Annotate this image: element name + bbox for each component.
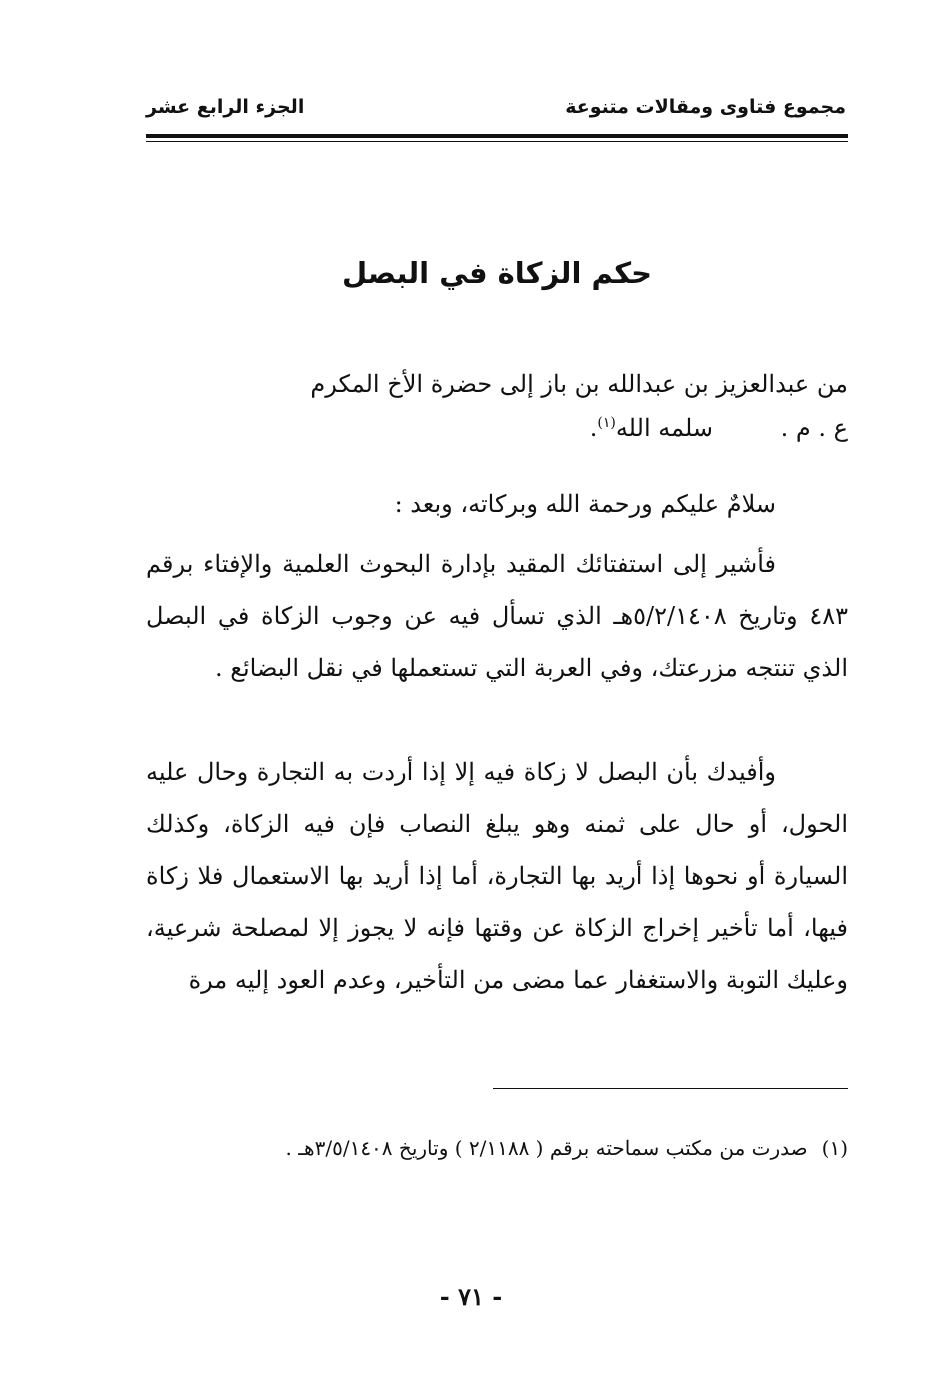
footnote — [146, 1130, 848, 1166]
sender-line: من عبدالعزيز بن عبدالله بن باز إلى حضرة الأخ المكرم — [310, 370, 848, 398]
recipient-initials: ع . م . — [780, 414, 848, 442]
volume-label: الجزء الرابع عشر — [146, 96, 305, 118]
book-title: مجموع فتاوى ومقالات متنوعة — [565, 96, 846, 118]
blessing-text: سلمه الله — [615, 414, 714, 442]
running-header — [146, 96, 846, 126]
header-rule-thick — [146, 134, 848, 138]
paragraph-ruling: وأفيدك بأن البصل لا زكاة فيه إلا إذا أردت به التجارة وحال عليه الحول، أو حال على ثمنه وهو يبلغ النصاب فإن فيه الزكاة، وكذلك السيارة أو نحوها إذا أريد بها التجارة، أما إذا أريد بها الاستعمال فلا زكاة فيها، أما تأخير إخراج الزكاة عن وقتها فإنه لا يجوز إلا لمصلحة شرعية، وعليك التوبة والاستغفار عما مضى من التأخير، وعدم العود إليه مرة — [146, 758, 849, 994]
recipient-line — [146, 406, 848, 450]
footnote-reference: (١) — [597, 415, 616, 431]
paragraph-inquiry: فأشير إلى استفتائك المقيد بإدارة البحوث العلمية والإفتاء برقم ٤٨٣ وتاريخ ٥/٢/١٤٠٨هـ الذي تسأل فيه عن وجوب الزكاة في البصل الذي تنتجه مزرعتك، وفي العربة التي تستعملها في نقل البضائع . — [146, 550, 848, 682]
header-rule-thin — [146, 141, 848, 142]
greeting: سلامٌ عليكم ورحمة الله وبركاته، وبعد : — [394, 490, 776, 518]
page-title: حكم الزكاة في البصل — [342, 256, 652, 290]
footnote-text: صدرت من مكتب سماحته برقم ( ٢/١١٨٨ ) وتاريخ ٣/٥/١٤٠٨هـ . — [285, 1136, 808, 1160]
letter-address — [146, 362, 848, 450]
footnote-number: (١) — [821, 1136, 848, 1160]
footnote-divider — [493, 1088, 848, 1089]
page-number: - ٧١ - — [439, 1282, 503, 1311]
blessing-end: . — [589, 414, 598, 442]
